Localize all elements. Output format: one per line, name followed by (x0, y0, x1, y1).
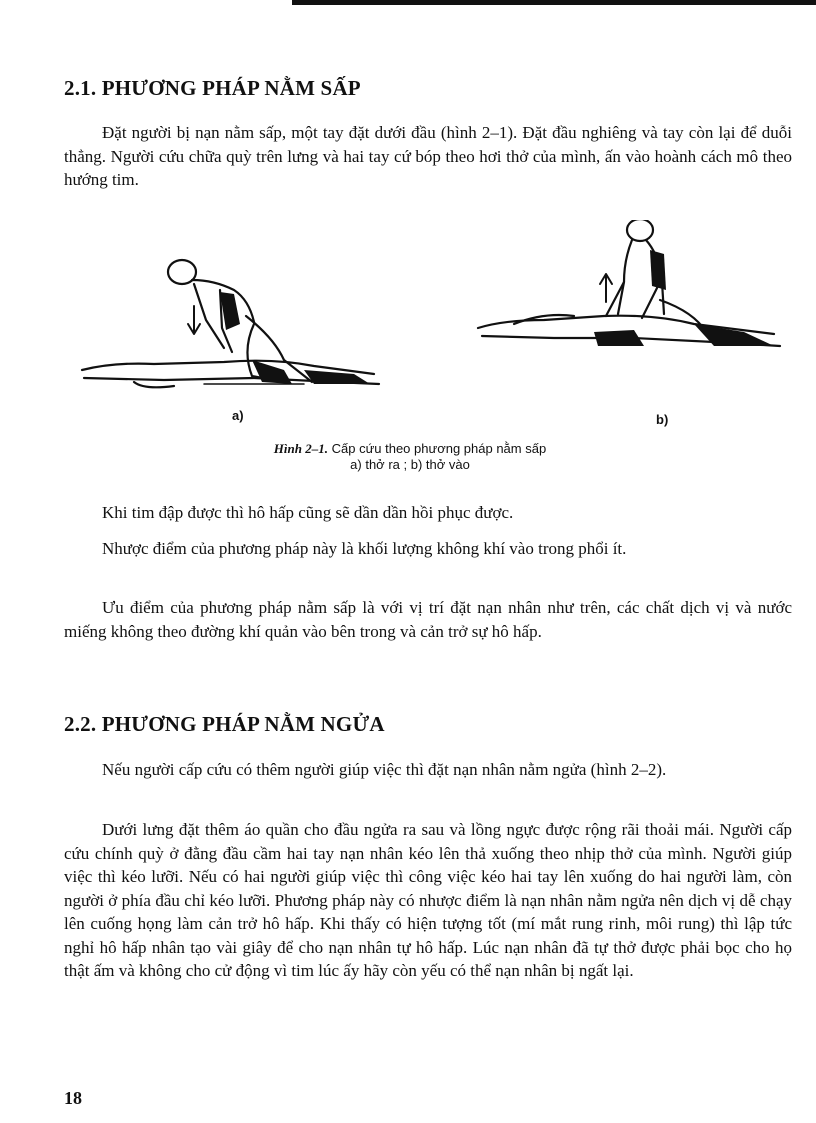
paragraph-supine-procedure: Dưới lưng đặt thêm áo quần cho đầu ngửa ra sau và lồng ngực được rộng rãi thoải mái. Người cấp cứu chính quỳ ở đằng đầu cầm hai tay nạn nhân kéo lên thả xuống theo nhịp thở của mình. Người giúp việc thì kéo lưỡi. Nếu có hai người giúp việc thì công việc kéo hai tay lên xuống do hai người làm, còn người ở phía đầu chỉ kéo lưỡi. Phương pháp này có nhược điểm là nạn nhân nằm ngửa nên dịch vị dễ chạy lên cuống họng làm cản trở hô hấp. Khi thấy có hiện tượng tốt (mí mắt rung rinh, môi rung) thì lập tức nghỉ hô hấp nhân tạo vài giây để cho nạn nhân tự hô hấp. Lúc nạn nhân đã tự thở được phải bọc cho họ thật ấm và không cho cử động vì tim lúc ấy hãy còn yếu có thể nạn nhân bị ngất lại. (64, 820, 792, 980)
figure-2-1 (64, 220, 792, 460)
top-rule (292, 0, 816, 5)
caption-title: Hình 2–1. (273, 441, 328, 456)
illustration-inhale (474, 220, 794, 380)
paragraph-prone-intro: Đặt người bị nạn nằm sấp, một tay đặt dưới đầu (hình 2–1). Đặt đầu nghiêng và tay còn lại để duỗi thẳng. Người cứu chữa quỳ trên lưng và hai tay cứ bóp theo hơi thở của mình, ấn vào hoành cách mô theo hướng tim. (64, 123, 792, 189)
paragraph-advantage: Ưu điểm của phương pháp nằm sấp là với vị trí đặt nạn nhân như trên, các chất dịch vị và nước miếng không theo đường khí quản vào bên trong và cản trở sự hô hấp. (64, 598, 792, 641)
section-heading-prone: 2.1. PHƯƠNG PHÁP NẰM SẤP (64, 76, 361, 100)
page-number: 18 (64, 1088, 82, 1108)
paragraph-disadvantage: Nhược điểm của phương pháp này là khối lượng không khí vào trong phổi ít. (102, 539, 627, 558)
caption-text: Cấp cứu theo phương pháp nằm sấp (331, 441, 547, 456)
paragraph-heart-recovery: Khi tim đập được thì hô hấp cũng sẽ dần dần hồi phục được. (102, 503, 514, 522)
paragraph-supine-intro: Nếu người cấp cứu có thêm người giúp việc thì đặt nạn nhân nằm ngửa (hình 2–2). (102, 760, 667, 779)
figure-label-b: b) (656, 412, 669, 427)
caption-sub: a) thở ra ; b) thở vào (350, 457, 470, 472)
section-heading-supine: 2.2. PHƯƠNG PHÁP NẰM NGỬA (64, 712, 385, 736)
illustration-exhale (74, 250, 394, 410)
figure-caption (220, 441, 600, 473)
figure-label-a: a) (232, 408, 244, 423)
